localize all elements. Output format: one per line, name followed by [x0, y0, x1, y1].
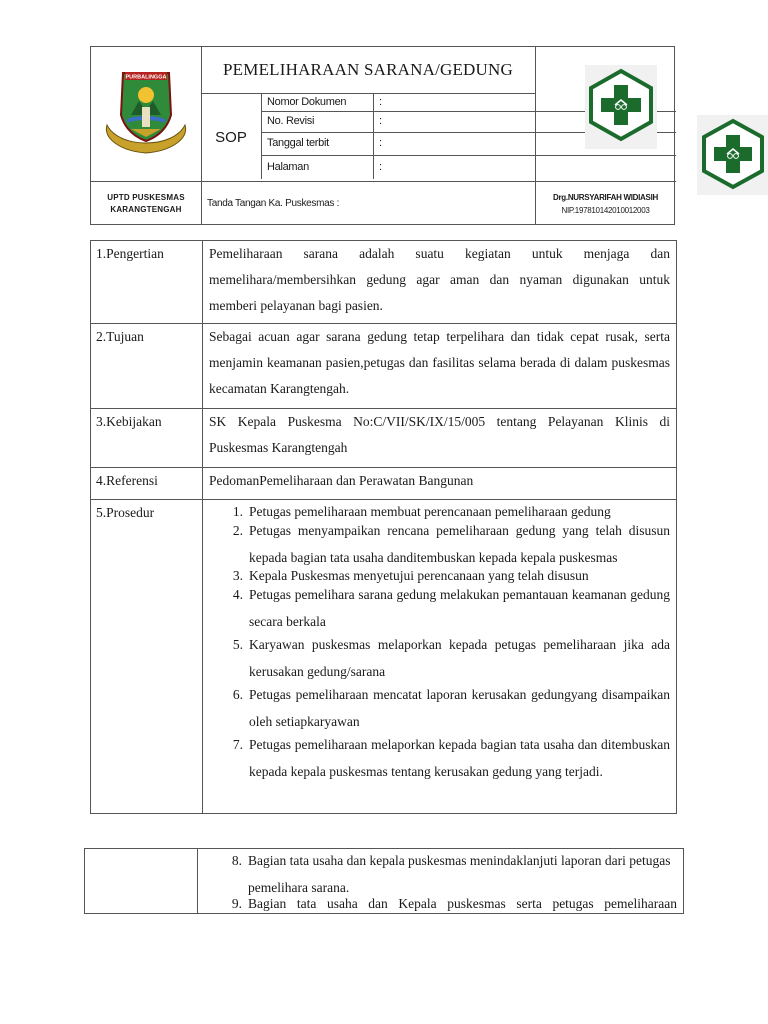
procedure-list [209, 503, 670, 785]
meta-value-tanggal-terbit: : [379, 137, 383, 149]
signer-block [535, 181, 676, 226]
unit-name [91, 181, 201, 226]
section-label: 2.Tujuan [91, 324, 203, 409]
meta-value-nomor-dokumen: : [379, 96, 383, 108]
meta-label-no-revisi: No. Revisi [267, 115, 315, 127]
puskesmas-logo-margin [697, 115, 768, 195]
regency-logo [101, 67, 191, 157]
signature-label: Tanda Tangan Ka. Puskesmas : [207, 198, 340, 209]
meta-value-halaman: : [379, 161, 383, 173]
svg-text:PURBALINGGA: PURBALINGGA [125, 74, 167, 81]
list-item: 4. Petugas pemelihara sarana gedung melakukan pemantauan keamanan gedung secara berkala [232, 587, 670, 629]
section-text: SK Kepala Puskesma No:C/VII/SK/IX/15/005 tentang Pelayanan Klinis di Puskesmas Karangtengah [209, 414, 670, 455]
empty-label-cell [85, 849, 198, 914]
section-text: Sebagai acuan agar sarana gedung tetap terpelihara dan tidak cepat rusak, serta menjamin keamanan pasien,petugas dan fasilitas selama berada di dalam puskesmas kecamatan Karangtengah. [209, 329, 670, 396]
section-label: 5.Prosedur [91, 500, 203, 814]
unit-name-line1: UPTD PUSKESMAS [107, 192, 185, 202]
section-row-tujuan [91, 324, 677, 409]
list-item: 2. Petugas menyampaikan rencana pemeliharaan gedung yang telah disusun kepada bagian tata usaha danditembuskan kepada kepala puskesmas [232, 523, 670, 565]
section-text: Pemeliharaan sarana adalah suatu kegiatan untuk menjaga dan memelihara/membersihkan gedung agar aman dan nyaman digunakan untuk memberi pelayanan bagi pasien. [209, 246, 670, 313]
list-item: 7. Petugas pemeliharaan melaporkan kepada bagian tata usaha dan ditembuskan kepada kepala puskesmas tentang kerusakan gedung yang terjadi. [232, 737, 670, 779]
list-item: 3. Kepala Puskesmas menyetujui perencanaan yang telah disusun [232, 568, 589, 583]
section-row-prosedur [91, 500, 677, 814]
list-item: 5. Karyawan puskesmas melaporkan kepada petugas pemeliharaan jika ada kerusakan gedung/sarana [232, 637, 670, 679]
list-item: 8. Bagian tata usaha dan kepala puskesmas menindaklanjuti laporan dari petugas pemelihara sarana. [231, 853, 671, 895]
meta-label-halaman: Halaman [267, 161, 309, 173]
procedure-list-continued [204, 847, 677, 913]
sop-content-table [90, 240, 677, 814]
document-title: PEMELIHARAAN SARANA/GEDUNG [223, 60, 513, 79]
meta-label-tanggal-terbit: Tanggal terbit [267, 137, 329, 149]
signer-nip: NIP.197810142010012003 [561, 205, 650, 215]
section-text: PedomanPemeliharaan dan Perawatan Bangunan [209, 473, 474, 488]
section-label: 1.Pengertian [91, 241, 203, 324]
meta-value-no-revisi: : [379, 115, 383, 127]
list-item: 6. Petugas pemeliharaan mencatat laporan kerusakan gedungyang disampaikan oleh setiapkaryawan [232, 687, 670, 729]
sop-label: SOP [215, 128, 247, 146]
document-header [90, 46, 675, 225]
sop-continuation-table [84, 848, 684, 914]
puskesmas-logo [585, 65, 657, 149]
section-label: 3.Kebijakan [91, 409, 203, 468]
section-label: 4.Referensi [91, 468, 203, 500]
section-row-referensi [91, 468, 677, 500]
continuation-row [85, 849, 684, 914]
section-row-kebijakan [91, 409, 677, 468]
section-row-pengertian [91, 241, 677, 324]
meta-label-nomor-dokumen: Nomor Dokumen [267, 96, 347, 108]
list-item: 1. Petugas pemeliharaan membuat perencanaan pemeliharaan gedung [232, 504, 611, 519]
unit-name-line2: KARANGTENGAH [110, 204, 182, 214]
signer-name: Drg.NURSYARIFAH WIDIASIH [553, 192, 658, 202]
list-item: 9. Bagian tata usaha dan Kepala puskesmas serta petugas pemeliharaan [231, 896, 677, 911]
